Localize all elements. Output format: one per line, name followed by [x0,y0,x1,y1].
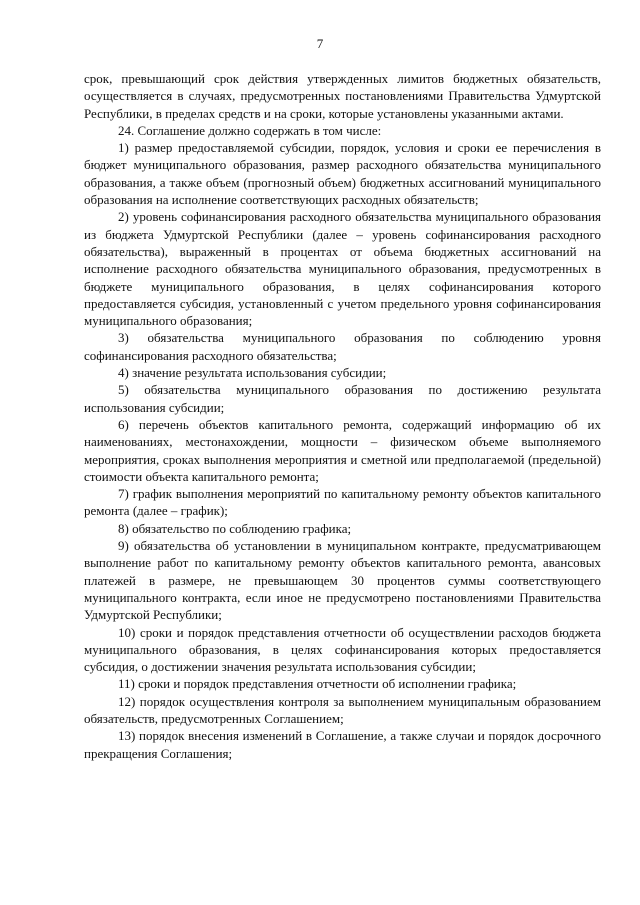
paragraph: 11) сроки и порядок представления отчетности об исполнении графика; [118,676,517,692]
paragraph: 9) обязательства об установлении в муниципальном контракте, предусматривающем выполнение работ по капитальному ремонту объектов капитального ремонта, авансовых платежей в размере, не превышающем 30 процентов суммы соответствующего муниципального контракта, если иное не предусмотрено постановлениями Правительства Удмуртской Республики; [84,538,601,623]
paragraph: 5) обязательства муниципального образования по достижению результата использования субсидии; [84,382,601,415]
paragraph: 24. Соглашение должно содержать в том числе: [118,122,382,138]
paragraph: 2) уровень софинансирования расходного обязательства муниципального образования из бюджета Удмуртской Республики (далее – уровень софинансирования расходного обязательства), выраженный в процентах от объема бюджетных ассигнований на исполнение расходного обязательства муниципального образования, предусмотренных в бюджете муниципального образования, в целях софинансирования которого предоставляется субсидия, установленный с учетом предельного уровня софинансирования муниципального образования; [84,209,601,329]
page-number: 7 [316,36,324,51]
document-body [84,70,601,762]
paragraph: срок, превышающий срок действия утвержденных лимитов бюджетных обязательств, осуществляется в случаях, предусмотренных постановлениями Правительства Удмуртской Республики, в пределах средств и на сроки, которые установлены указанными актами. [84,71,601,121]
paragraph: 1) размер предоставляемой субсидии, порядок, условия и сроки ее перечисления в бюджет муниципального образования, размер расходного обязательства муниципального образования, а также объем (прогнозный объем) бюджетных ассигнований муниципального образования на исполнение соответствующих расходных обязательств; [84,140,601,208]
paragraph: 12) порядок осуществления контроля за выполнением муниципальным образованием обязательств, предусмотренных Соглашением; [84,693,601,726]
paragraph: 8) обязательство по соблюдению графика; [118,520,352,536]
paragraph: 7) график выполнения мероприятий по капитальному ремонту объектов капитального ремонта (далее – график); [84,486,601,519]
paragraph: 13) порядок внесения изменений в Соглашение, а также случаи и порядок досрочного прекращения Соглашения; [84,728,601,761]
paragraph: 10) сроки и порядок представления отчетности об осуществлении расходов бюджета муниципального образования, в целях софинансирования которых предоставляется субсидия, о достижении значения результата использования субсидии; [84,624,601,675]
paragraph: 6) перечень объектов капитального ремонта, содержащий информацию об их наименованиях, местонахождении, мощности – физическом объеме выполняемого мероприятия, сроках выполнения мероприятия и сметной или предполагаемой (предельной) стоимости объекта капитального ремонта; [84,416,601,484]
paragraph: 3) обязательства муниципального образования по соблюдению уровня софинансирования расходного обязательства; [84,330,601,363]
paragraph: 4) значение результата использования субсидии; [118,365,387,381]
